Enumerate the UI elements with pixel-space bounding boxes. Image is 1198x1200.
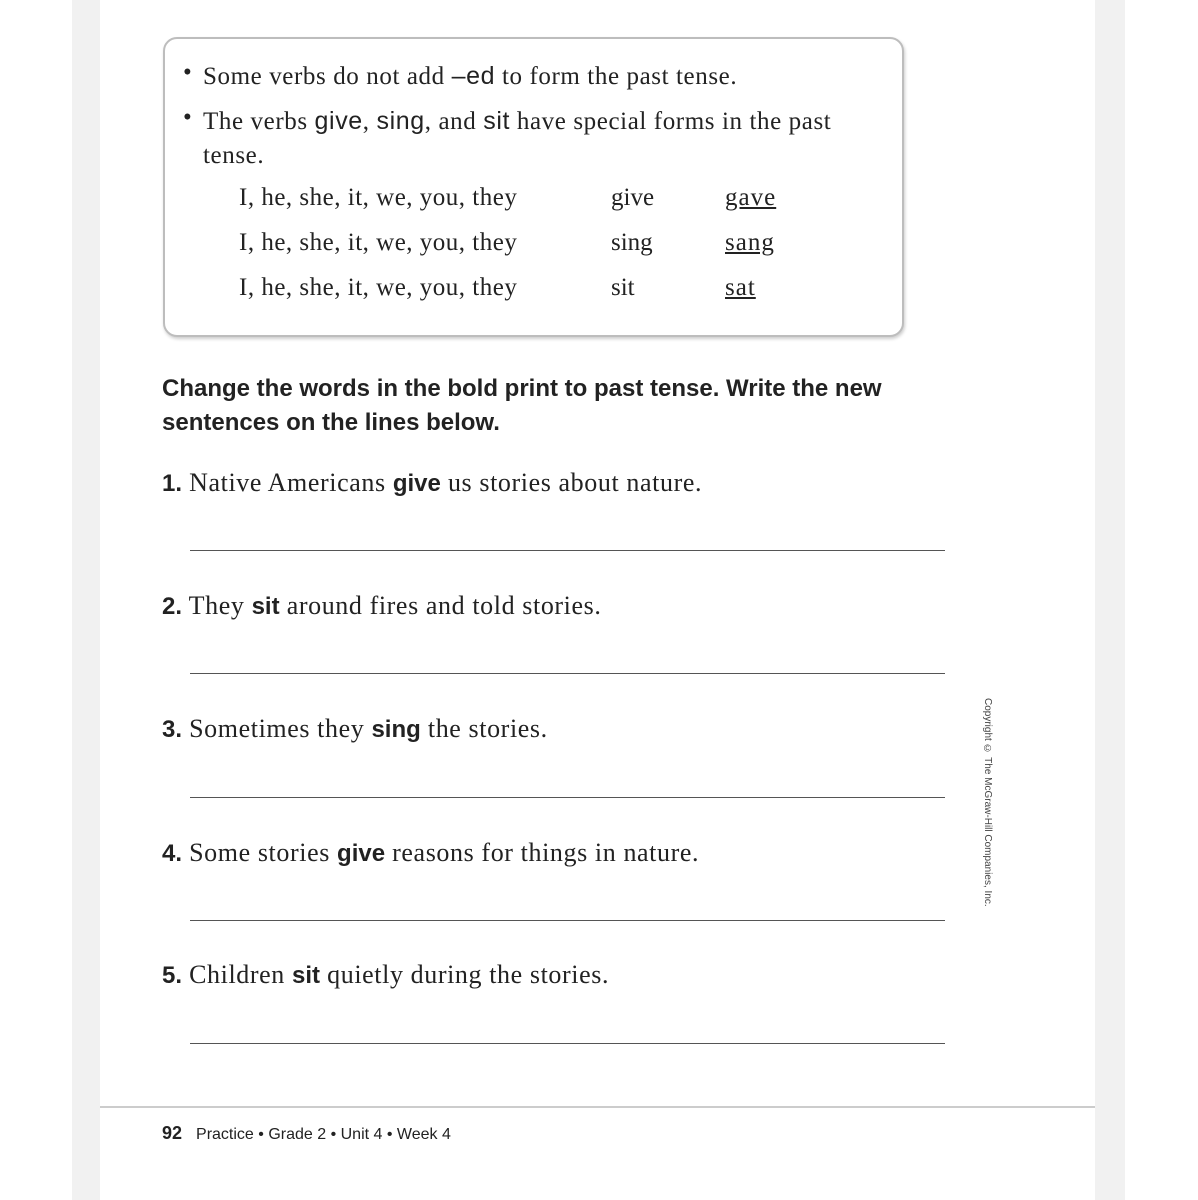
instructions: Change the words in the bold print to past tense. Write the new sentences on the lines below.: [162, 375, 882, 436]
question-3: 3. Sometimes they sing the stories.: [162, 714, 548, 743]
past-verb: sang: [725, 229, 775, 256]
question-5: 5. Children sit quietly during the stories.: [162, 960, 610, 989]
question-4: 4. Some stories give reasons for things in nature.: [162, 838, 700, 867]
question-2: 2. They sit around fires and told stories.: [162, 591, 602, 620]
answer-line-2[interactable]: [190, 673, 945, 674]
past-verb: sat: [725, 274, 756, 301]
verb-row: I, he, she, it, we, you, they: [239, 229, 518, 256]
verb-row: I, he, she, it, we, you, they: [239, 184, 518, 211]
present-verb: sing: [611, 229, 653, 256]
footer-text: Practice • Grade 2 • Unit 4 • Week 4: [196, 1126, 451, 1143]
past-verb: gave: [725, 184, 777, 211]
rule-box: • Some verbs do not add –ed to form the past tense. • The verbs give, sing, and sit have special forms in the past tense. I, he, she, it, we, you, they give gave I, he, she, it, we, you, they sing sang I, he, she, it, we, you, they sit sat: [163, 37, 904, 337]
bullet-icon: •: [183, 59, 193, 86]
answer-line-4[interactable]: [190, 920, 945, 921]
verb-row: I, he, she, it, we, you, they: [239, 274, 518, 301]
footer-divider: [100, 1106, 1095, 1108]
page-number: 92: [162, 1123, 183, 1143]
page-margin-left: [72, 0, 100, 1200]
bullet-icon: •: [183, 104, 193, 131]
answer-line-5[interactable]: [190, 1043, 945, 1044]
footer: [162, 1123, 451, 1144]
copyright-notice: Copyright © The McGraw-Hill Companies, Inc.: [982, 698, 993, 907]
present-verb: sit: [611, 274, 635, 301]
page-margin-right: [1095, 0, 1125, 1200]
answer-line-1[interactable]: [190, 550, 945, 551]
question-1: 1. Native Americans give us stories about nature.: [162, 468, 703, 497]
present-verb: give: [611, 184, 655, 211]
answer-line-3[interactable]: [190, 797, 945, 798]
